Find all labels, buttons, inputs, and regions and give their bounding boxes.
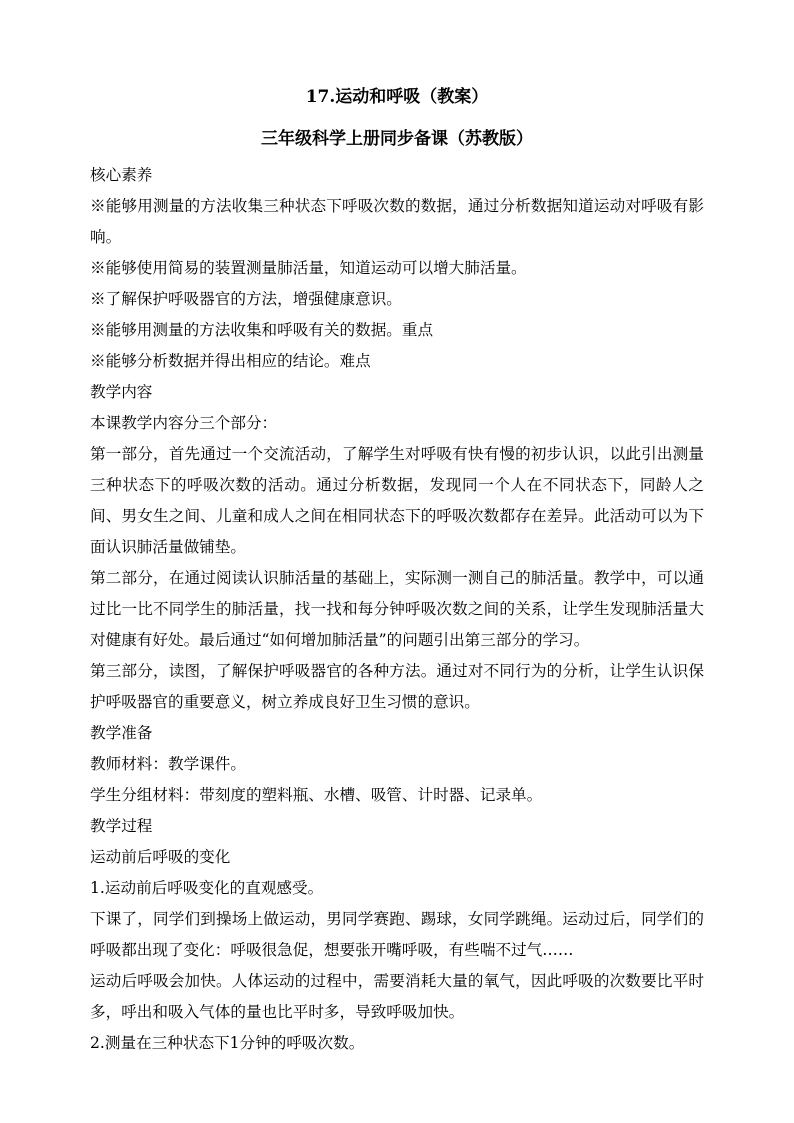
teacher-materials: 教师材料：教学课件。: [90, 755, 246, 773]
section-heading-preparation: 教学准备: [90, 724, 153, 742]
step-heading: 1.运动前后呼吸变化的直观感受。: [90, 879, 324, 897]
literacy-item: ※能够使用简易的装置测量肺活量，知道运动可以增大肺活量。: [90, 259, 527, 277]
student-materials: 学生分组材料：带刻度的塑料瓶、水槽、吸管、计时器、记录单。: [90, 786, 543, 804]
step-heading: 2.测量在三种状态下1分钟的呼吸次数。: [90, 1034, 365, 1052]
section-heading-content: 教学内容: [90, 383, 153, 401]
process-paragraph: 运动后呼吸会加快。人体运动的过程中，需要消耗大量的氧气，因此呼吸的次数要比平时多，呼出和吸入气体的量也比平时多，导致呼吸加快。: [90, 972, 704, 1021]
document-body: [90, 160, 704, 1059]
section-heading-process: 教学过程: [90, 817, 153, 835]
section-heading-core-literacy: 核心素养: [90, 166, 153, 184]
content-part-one: 第一部分，首先通过一个交流活动，了解学生对呼吸有快有慢的初步认识，以此引出测量三种状态下的呼吸次数的活动。通过分析数据，发现同一个人在不同状态下，同龄人之间、男女生之间、儿童和成人之间在相同状态下的呼吸次数都存在差异。此活动可以为下面认识肺活量做铺垫。: [90, 445, 704, 556]
literacy-item: ※了解保护呼吸器官的方法，增强健康意识。: [90, 290, 402, 308]
document-title: 17.运动和呼吸（教案）: [305, 87, 489, 107]
literacy-item: ※能够用测量的方法收集三种状态下呼吸次数的数据，通过分析数据知道运动对呼吸有影响。: [90, 197, 704, 246]
subsection-heading: 运动前后呼吸的变化: [90, 848, 231, 866]
literacy-item-difficulty: ※能够分析数据并得出相应的结论。难点: [90, 352, 371, 370]
literacy-item-key-point: ※能够用测量的方法收集和呼吸有关的数据。重点: [90, 321, 434, 339]
process-paragraph: 下课了，同学们到操场上做运动，男同学赛跑、踢球，女同学跳绳。运动过后，同学们的呼吸都出现了变化：呼吸很急促，想要张开嘴呼吸，有些喘不过气……: [90, 910, 704, 959]
document-subtitle: 三年级科学上册同步备课（苏教版）: [261, 129, 533, 149]
content-intro: 本课教学内容分三个部分：: [90, 414, 278, 432]
content-part-two: 第二部分，在通过阅读认识肺活量的基础上，实际测一测自己的肺活量。教学中，可以通过比一比不同学生的肺活量，找一找和每分钟呼吸次数之间的关系，让学生发现肺活量大对健康有好处。最后通过“如何增加肺活量”的问题引出第三部分的学习。: [90, 569, 704, 649]
content-part-three: 第三部分，读图，了解保护呼吸器官的各种方法。通过对不同行为的分析，让学生认识保护呼吸器官的重要意义，树立养成良好卫生习惯的意识。: [90, 662, 704, 711]
